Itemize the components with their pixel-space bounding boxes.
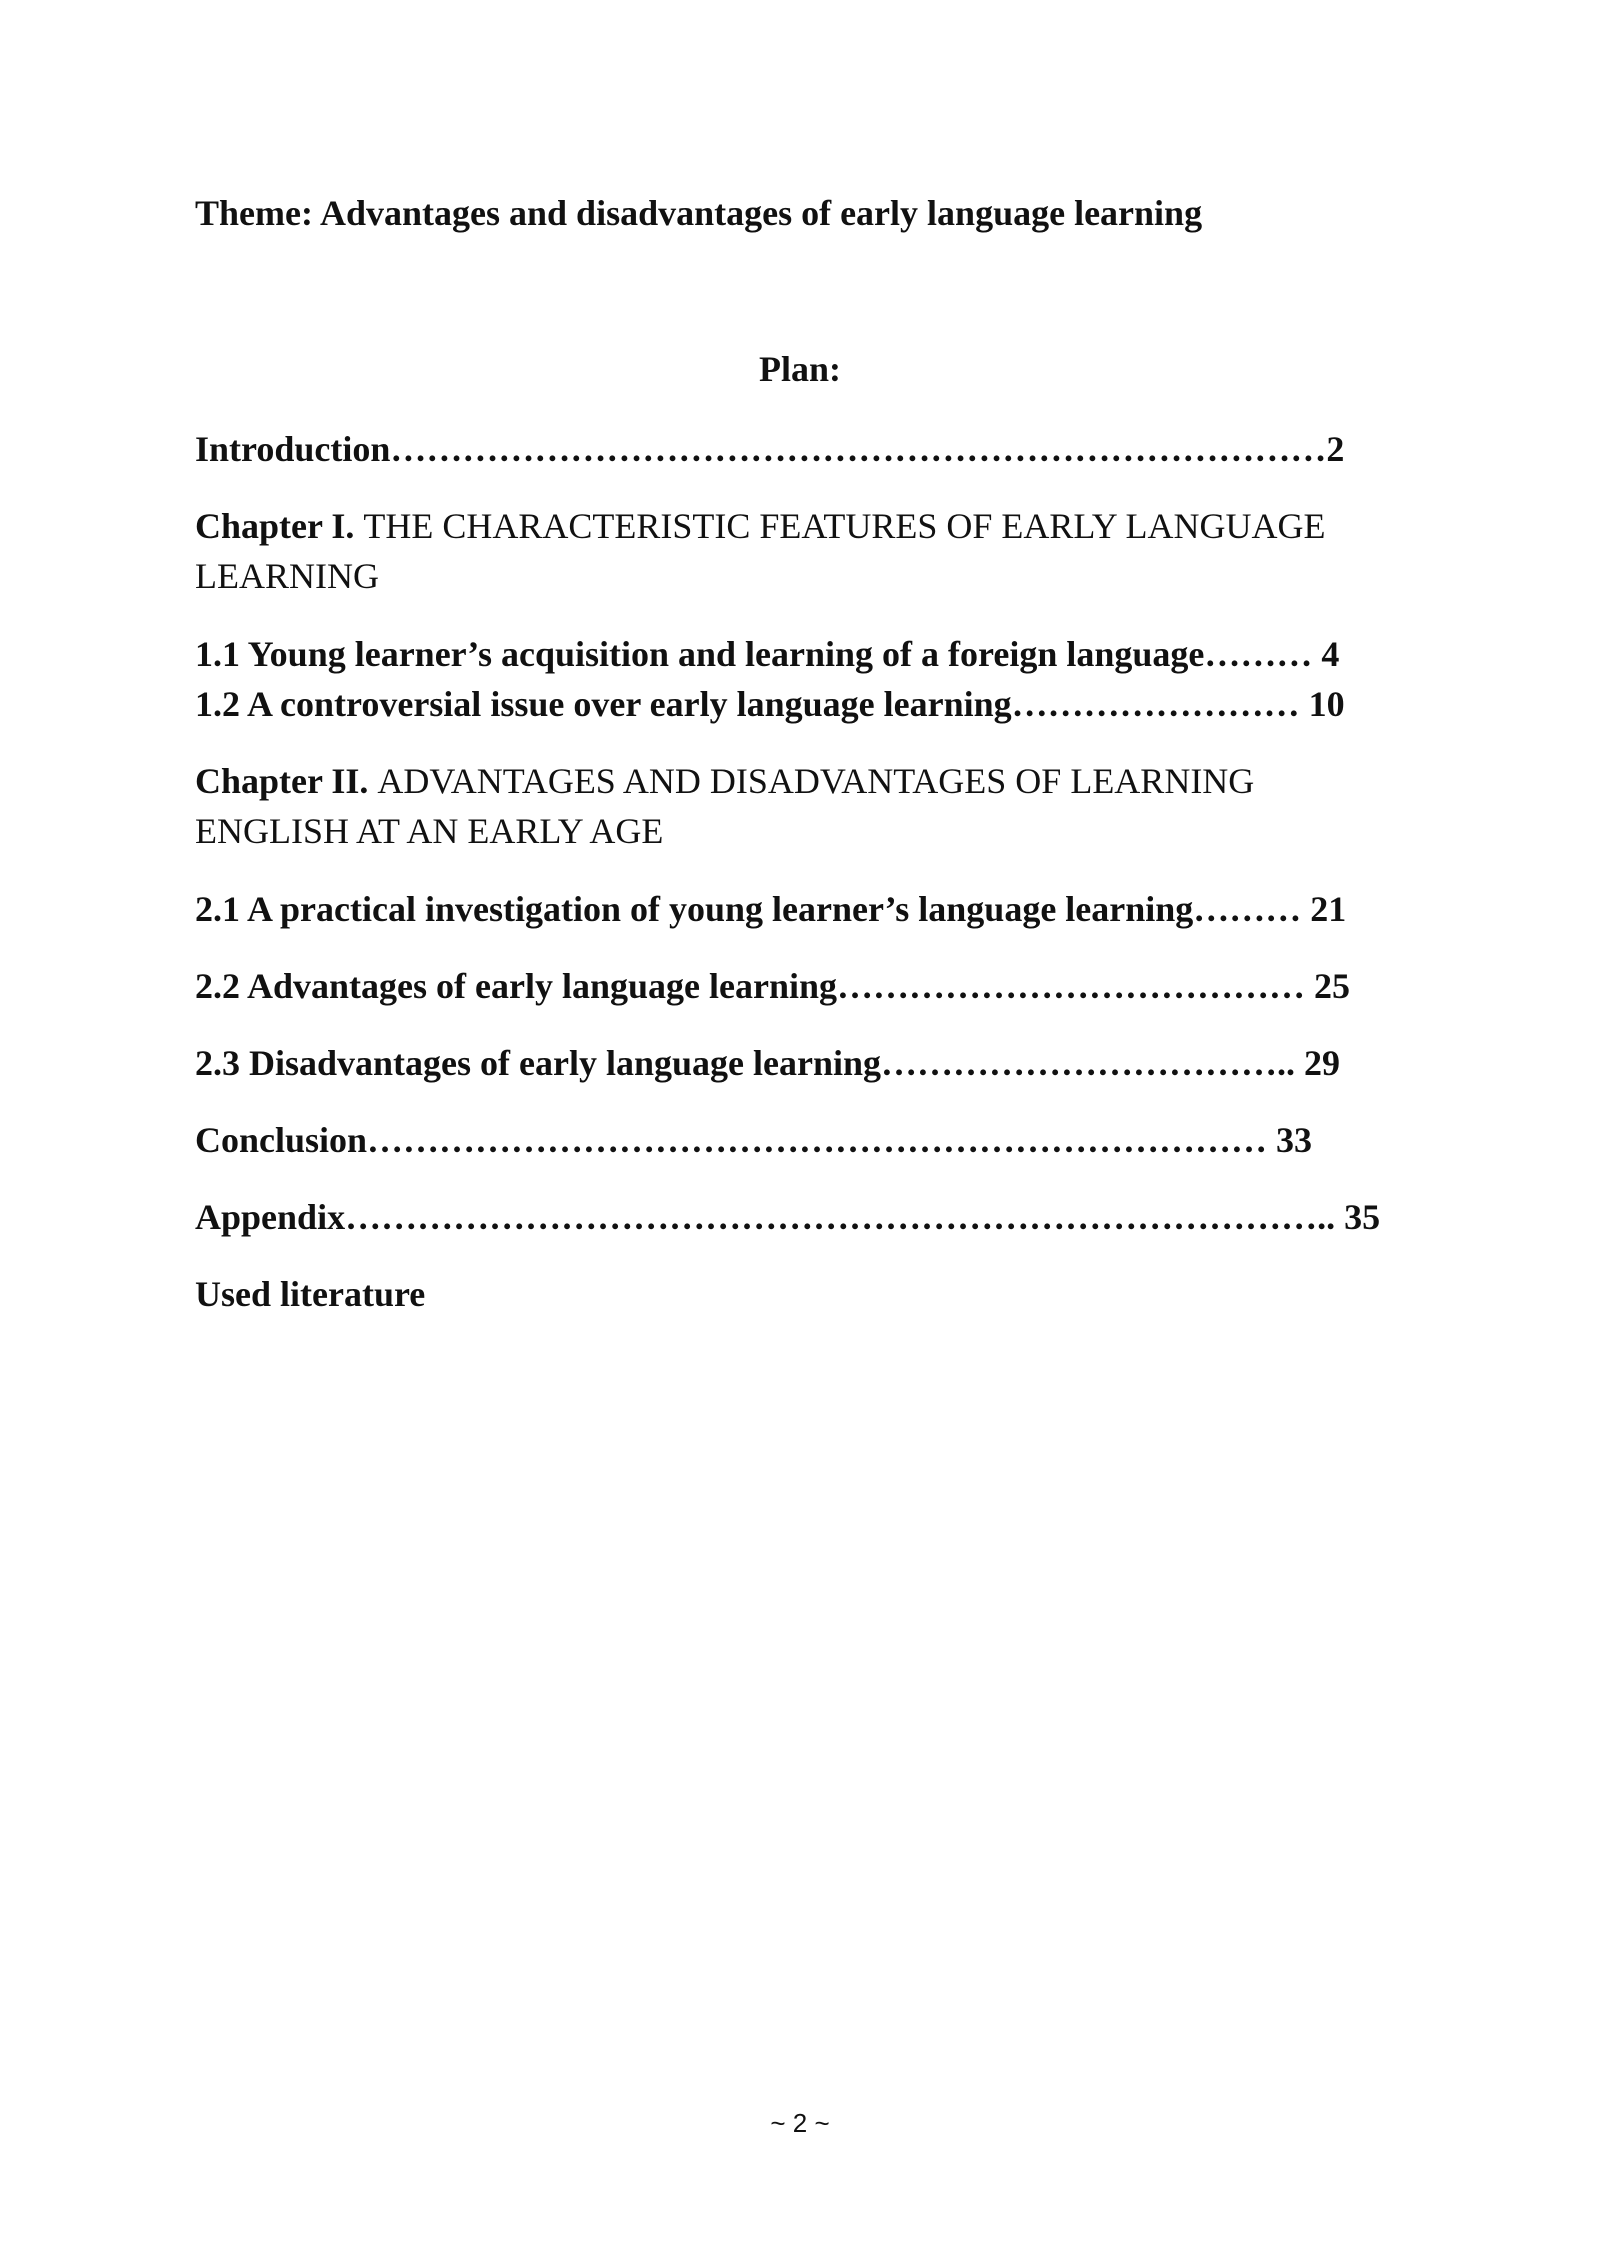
toc-appendix: Appendix……………………………………………………………………….. 35: [195, 1197, 1381, 1237]
toc-section-1-1: 1.1 Young learner’s acquisition and learning of a foreign language……… 4: [195, 634, 1340, 674]
chapter-1-title: THE CHARACTERISTIC FEATURES OF EARLY LANGUAGE LEARNING: [195, 506, 1326, 596]
toc-chapter-2: [195, 756, 1415, 856]
toc-introduction: Introduction……………………………………………………………………2: [195, 429, 1345, 469]
plan-title: Plan:: [758, 349, 841, 389]
toc-section-2-3: 2.3 Disadvantages of early language learning…………………………….. 29: [195, 1043, 1341, 1083]
toc-section-2-1: 2.1 A practical investigation of young learner’s language learning……… 21: [195, 889, 1347, 929]
toc-chapter-1: [195, 501, 1415, 601]
toc-section-1-2: 1.2 A controversial issue over early language learning…………………… 10: [195, 684, 1345, 724]
toc-section-2-2: 2.2 Advantages of early language learning………………………………… 25: [195, 966, 1351, 1006]
page-number: ~ 2 ~: [770, 2108, 830, 2138]
chapter-1-label: Chapter I.: [195, 506, 355, 546]
toc-conclusion: Conclusion………………………………………………………………… 33: [195, 1120, 1313, 1160]
theme-heading: Theme: Advantages and disadvantages of early language learning: [195, 193, 1203, 233]
chapter-2-title: ADVANTAGES AND DISADVANTAGES OF LEARNING ENGLISH AT AN EARLY AGE: [195, 761, 1255, 851]
chapter-2-label: Chapter II.: [195, 761, 369, 801]
toc-used-literature: Used literature: [195, 1274, 426, 1314]
